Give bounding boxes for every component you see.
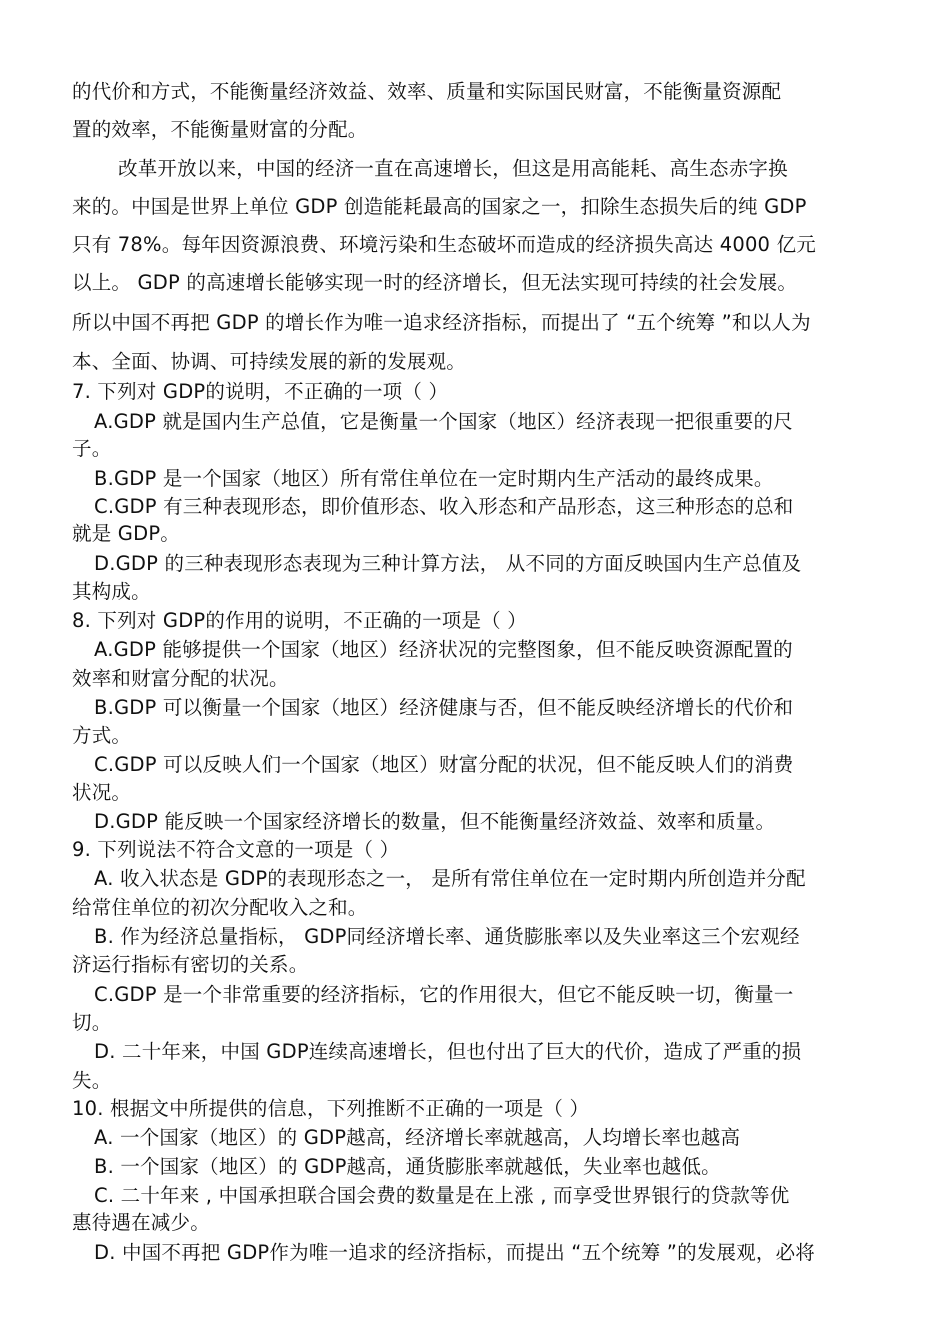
text-line: A.GDP 就是国内生产总值，它是衡量一个国家（地区）经济表现一把很重要的尺 — [94, 410, 793, 433]
text-line: 7. 下列对 GDP的说明，不正确的一项（ ） — [72, 380, 449, 403]
text-line: C.GDP 可以反映人们一个国家（地区）财富分配的状况，但不能反映人们的消费 — [94, 753, 794, 776]
text-line: 的代价和方式，不能衡量经济效益、效率、质量和实际国民财富，不能衡量资源配 — [72, 80, 782, 103]
text-line: 方式。 — [72, 724, 132, 747]
text-line: B. 作为经济总量指标， GDP同经济增长率、通货膨胀率以及失业率这三个宏观经 — [94, 925, 800, 948]
text-line: 8. 下列对 GDP的作用的说明，不正确的一项是（ ） — [72, 609, 527, 632]
text-line: 改革开放以来，中国的经济一直在高速增长，但这是用高能耗、高生态赤字换 — [118, 157, 788, 180]
text-line: B.GDP 可以衡量一个国家（地区）经济健康与否，但不能反映经济增长的代价和 — [94, 696, 794, 719]
text-line: C.GDP 是一个非常重要的经济指标，它的作用很大，但它不能反映一切，衡量一 — [94, 983, 794, 1006]
text-line: 所以中国不再把 GDP 的增长作为唯一追求经济指标，而提出了 “五个统筹 ”和以人为 — [72, 311, 811, 334]
text-line: 就是 GDP。 — [72, 522, 180, 545]
text-line: D. 二十年来，中国 GDP连续高速增长，但也付出了巨大的代价，造成了严重的损 — [94, 1040, 802, 1063]
text-line: C.GDP 有三种表现形态，即价值形态、收入形态和产品形态，这三种形态的总和 — [94, 495, 794, 518]
text-line: 切。 — [72, 1011, 112, 1034]
text-line: 置的效率，不能衡量财富的分配。 — [72, 118, 368, 141]
text-line: D.GDP 的三种表现形态表现为三种计算方法， 从不同的方面反映国内生产总值及 — [94, 552, 802, 575]
text-line: 给常住单位的初次分配收入之和。 — [72, 896, 368, 919]
text-line: B. 一个国家（地区）的 GDP越高，通货膨胀率就越低，失业率也越低。 — [94, 1155, 721, 1178]
text-line: 9. 下列说法不符合文意的一项是（ ） — [72, 838, 400, 861]
text-line: D. 中国不再把 GDP作为唯一追求的经济指标，而提出 “五个统筹 ”的发展观，必将 — [94, 1241, 815, 1264]
text-line: 以上。 GDP 的高速增长能够实现一时的经济增长，但无法实现可持续的社会发展。 — [72, 271, 798, 294]
text-line: 10. 根据文中所提供的信息，下列推断不正确的一项是（ ） — [72, 1097, 590, 1120]
text-line: 济运行指标有密切的关系。 — [72, 953, 309, 976]
text-line: A.GDP 能够提供一个国家（地区）经济状况的完整图象，但不能反映资源配置的 — [94, 638, 793, 661]
text-line: C. 二十年来 , 中国承担联合国会费的数量是在上涨 , 而享受世界银行的贷款等优 — [94, 1184, 790, 1207]
text-line: 失。 — [72, 1069, 112, 1092]
text-line: 本、全面、协调、可持续发展的新的发展观。 — [72, 350, 467, 373]
text-line: B.GDP 是一个国家（地区）所有常住单位在一定时期内生产活动的最终成果。 — [94, 467, 774, 490]
text-line: 来的。中国是世界上单位 GDP 创造能耗最高的国家之一，扣除生态损失后的纯 GDP — [72, 195, 807, 218]
text-line: A. 收入状态是 GDP的表现形态之一， 是所有常住单位在一定时期内所创造并分配 — [94, 867, 806, 890]
text-line: 状况。 — [72, 781, 132, 804]
text-line: 子。 — [72, 437, 112, 460]
text-line: 其构成。 — [72, 580, 151, 603]
text-line: D.GDP 能反映一个国家经济增长的数量，但不能衡量经济效益、效率和质量。 — [94, 810, 776, 833]
text-line: 只有 78%。每年因资源浪费、环境污染和生态破坏而造成的经济损失高达 4000 亿元 — [72, 233, 816, 256]
text-line: A. 一个国家（地区）的 GDP越高，经济增长率就越高，人均增长率也越高 — [94, 1126, 741, 1149]
text-line: 效率和财富分配的状况。 — [72, 667, 289, 690]
text-line: 惠待遇在减少。 — [72, 1211, 210, 1234]
